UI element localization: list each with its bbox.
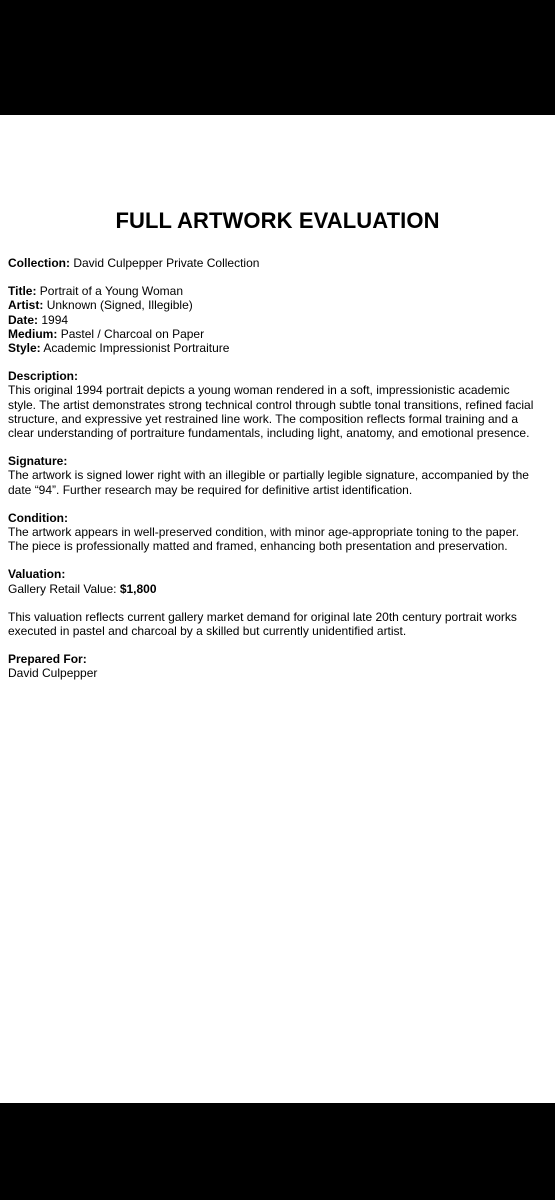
signature-section [8, 454, 547, 497]
meta-artist [8, 298, 547, 312]
section-heading: Condition: [8, 510, 68, 525]
top-black-bar [0, 0, 555, 115]
meta-value: Portrait of a Young Woman [39, 284, 183, 299]
retail-value-amount: $1,800 [119, 581, 157, 596]
section-heading: Valuation: [8, 567, 66, 582]
valuation-note-line: This valuation reflects current gallery market demand for original late 20th century portrait works [8, 609, 517, 624]
meta-medium [8, 327, 547, 341]
meta-label: Style: [8, 341, 41, 356]
meta-label: Artist: [8, 298, 44, 313]
description-line: This original 1994 portrait depicts a young woman rendered in a soft, impressionistic academic [8, 383, 510, 398]
collection-value: David Culpepper Private Collection [73, 256, 260, 270]
collection-label: Collection: [8, 256, 70, 270]
description-section [8, 369, 547, 440]
description-line: style. The artist demonstrates strong technical control through subtle tonal transitions, refined facial [8, 397, 534, 412]
meta-label: Medium: [8, 326, 58, 341]
meta-value: Pastel / Charcoal on Paper [60, 326, 205, 341]
signature-line: date “94”. Further research may be required for definitive artist identification. [8, 482, 413, 497]
section-heading: Signature: [8, 454, 68, 469]
document-page [0, 115, 555, 1103]
bottom-black-bar [0, 1103, 555, 1200]
valuation-note-line: executed in pastel and charcoal by a skilled but currently unidentified artist. [8, 624, 407, 639]
prepared-for-value: David Culpepper [8, 666, 98, 681]
meta-label: Date: [8, 312, 39, 327]
meta-style [8, 341, 547, 355]
description-line: clear understanding of portraiture fundamentals, including light, anatomy, and emotional presence. [8, 426, 530, 441]
section-heading: Description: [8, 369, 79, 384]
meta-date [8, 313, 547, 327]
meta-label: Title: [8, 284, 37, 299]
meta-title [8, 284, 547, 298]
condition-line: The piece is professionally matted and framed, enhancing both presentation and preservation. [8, 539, 508, 554]
condition-line: The artwork appears in well-preserved condition, with minor age-appropriate toning to the paper. [8, 525, 519, 540]
retail-value-line [8, 582, 547, 596]
meta-value: Academic Impressionist Portraiture [43, 341, 230, 356]
document-title: FULL ARTWORK EVALUATION [115, 208, 440, 233]
collection-line [8, 256, 547, 270]
valuation-section [8, 567, 547, 595]
section-heading: Prepared For: [8, 652, 87, 667]
condition-section [8, 511, 547, 554]
prepared-for-section [8, 652, 547, 680]
meta-value: Unknown (Signed, Illegible) [46, 298, 193, 313]
meta-value: 1994 [41, 312, 69, 327]
valuation-note [8, 610, 547, 638]
artwork-meta [8, 284, 547, 355]
description-line: structure, and expressive yet restrained line work. The composition reflects formal training and a [8, 411, 519, 426]
retail-value-label: Gallery Retail Value: [8, 581, 120, 596]
signature-line: The artwork is signed lower right with an illegible or partially legible signature, accompanied by the [8, 468, 529, 483]
